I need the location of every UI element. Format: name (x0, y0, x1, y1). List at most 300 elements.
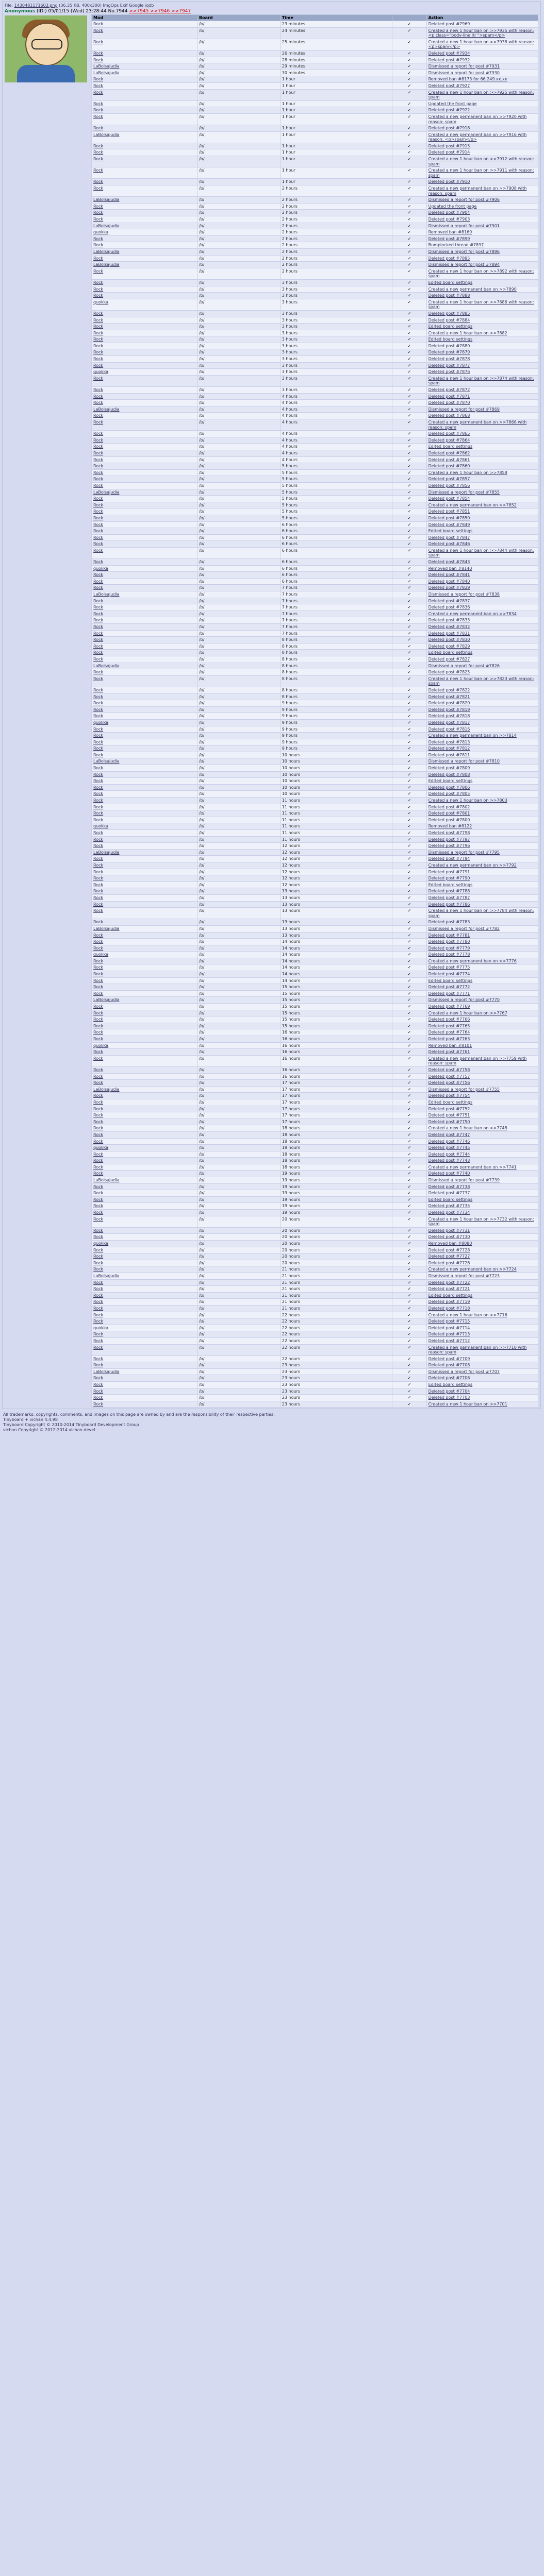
mod-name-link[interactable]: LaBolsajudia (92, 489, 197, 496)
post-number[interactable]: 7944 (116, 9, 128, 14)
checkmark-icon: ✓ (392, 611, 426, 617)
mod-name-link[interactable]: Rock (92, 310, 197, 317)
mod-name-link[interactable]: Rock (92, 1183, 197, 1190)
mod-name-link[interactable]: Rock (92, 1080, 197, 1087)
mod-name-link[interactable]: Rock (92, 765, 197, 772)
mod-name-link[interactable]: Rock (92, 317, 197, 324)
mod-name-link[interactable]: Rock (92, 419, 197, 431)
action-cell: Deleted post #7860 (426, 463, 538, 470)
mod-name-link[interactable]: Rock (92, 1138, 197, 1145)
time-cell: 20 hours (280, 1216, 392, 1227)
action-cell: Deleted post #7831 (426, 630, 538, 637)
board-cell: /b/ (197, 572, 280, 579)
modlog-row (92, 21, 538, 28)
mod-name-link[interactable]: Rock (92, 1073, 197, 1080)
mod-name-link[interactable]: LaBolsajudia (92, 663, 197, 669)
mod-name-link[interactable]: LaBolsajudia (92, 758, 197, 765)
mod-name-link[interactable]: Rock (92, 687, 197, 693)
checkmark-icon: ✓ (392, 1305, 426, 1312)
board-cell: /b/ (197, 1125, 280, 1132)
board-cell: /b/ (197, 1138, 280, 1145)
mod-name-link[interactable]: Rock (92, 1112, 197, 1119)
modlog-row (92, 849, 538, 856)
checkmark-icon: ✓ (392, 856, 426, 862)
action-cell: Created a new permanent ban on >>7916 with reason: <p>spam</p> (426, 131, 538, 143)
mod-name-link[interactable]: LaBolsajudia (92, 997, 197, 1004)
mod-name-link[interactable]: Rock (92, 882, 197, 888)
mod-name-link[interactable]: Rock (92, 817, 197, 823)
board-cell: /b/ (197, 798, 280, 804)
mod-name-link[interactable]: Rock (92, 1016, 197, 1023)
mod-name-link[interactable]: Rock (92, 27, 197, 39)
mod-name-link[interactable]: quokka (92, 369, 197, 376)
mod-name-link[interactable]: Rock (92, 1260, 197, 1266)
board-cell: /b/ (197, 663, 280, 669)
mod-name-link[interactable]: Rock (92, 604, 197, 611)
modlog-row (92, 1253, 538, 1260)
mod-name-link[interactable]: Rock (92, 1099, 197, 1106)
mod-name-link[interactable]: Rock (92, 669, 197, 676)
mod-name-link[interactable]: quokka (92, 229, 197, 236)
checkmark-icon: ✓ (392, 324, 426, 330)
mod-name-link[interactable]: quokka (92, 1145, 197, 1151)
mod-name-link[interactable]: Rock (92, 700, 197, 707)
modlog-row (92, 1325, 538, 1331)
checkmark-icon: ✓ (392, 643, 426, 650)
mod-name-link[interactable]: Rock (92, 1382, 197, 1388)
mod-name-link[interactable]: Rock (92, 964, 197, 971)
action-cell: Deleted post #7827 (426, 656, 538, 663)
mod-name-link[interactable]: Rock (92, 185, 197, 197)
modlog-row (92, 156, 538, 167)
mod-name-link[interactable]: LaBolsajudia (92, 1368, 197, 1375)
time-cell: 22 hours (280, 1312, 392, 1318)
time-cell: 1 hour (280, 125, 392, 132)
mod-name-link[interactable]: Rock (92, 76, 197, 83)
mod-name-link[interactable]: Rock (92, 156, 197, 167)
mod-name-link[interactable]: Rock (92, 572, 197, 579)
modlog-table (91, 14, 538, 1408)
mod-name-link[interactable]: Rock (92, 450, 197, 456)
mod-name-link[interactable]: Rock (92, 1388, 197, 1395)
modlog-row (92, 739, 538, 745)
mod-name-link[interactable]: quokka (92, 1042, 197, 1049)
mod-name-link[interactable]: Rock (92, 1299, 197, 1306)
checkmark-icon: ✓ (392, 235, 426, 242)
mod-name-link[interactable]: Rock (92, 977, 197, 984)
mod-name-link[interactable]: Rock (92, 990, 197, 997)
action-cell: Removed ban #8122 (426, 823, 538, 830)
mod-name-link[interactable]: Rock (92, 349, 197, 356)
mod-name-link[interactable]: Rock (92, 100, 197, 107)
mod-name-link[interactable]: Rock (92, 862, 197, 869)
mod-name-link[interactable]: Rock (92, 149, 197, 156)
mod-name-link[interactable]: Rock (92, 650, 197, 656)
mod-name-link[interactable]: Rock (92, 869, 197, 875)
mod-name-link[interactable]: Rock (92, 1106, 197, 1112)
mod-name-link[interactable]: Rock (92, 107, 197, 114)
mod-name-link[interactable]: Rock (92, 752, 197, 758)
time-cell: 2 hours (280, 229, 392, 236)
mod-name-link[interactable]: Rock (92, 330, 197, 336)
mod-name-link[interactable]: Rock (92, 624, 197, 631)
mod-name-link[interactable]: Rock (92, 21, 197, 28)
mod-name-link[interactable]: Rock (92, 528, 197, 535)
mod-name-link[interactable]: quokka (92, 823, 197, 830)
mod-name-link[interactable]: Rock (92, 179, 197, 185)
time-cell: 18 hours (280, 1164, 392, 1171)
time-cell: 5 hours (280, 509, 392, 515)
mod-name-link[interactable]: Rock (92, 444, 197, 450)
time-cell: 8 hours (280, 643, 392, 650)
mod-name-link[interactable]: Rock (92, 856, 197, 862)
modlog-row (92, 223, 538, 229)
action-cell: Created a new permanent ban on >>7852 (426, 502, 538, 509)
action-cell: Deleted post #7847 (426, 534, 538, 541)
checkmark-icon: ✓ (392, 1004, 426, 1010)
mod-name-link[interactable]: Rock (92, 279, 197, 286)
checkmark-icon: ✓ (392, 990, 426, 997)
mod-name-link[interactable]: Rock (92, 547, 197, 558)
mod-name-link[interactable]: Rock (92, 643, 197, 650)
checkmark-icon: ✓ (392, 791, 426, 798)
mod-name-link[interactable]: Rock (92, 336, 197, 343)
mod-name-link[interactable]: quokka (92, 952, 197, 958)
mod-name-link[interactable]: Rock (92, 971, 197, 978)
mod-name-link[interactable]: quokka (92, 299, 197, 310)
mod-name-link[interactable]: Rock (92, 400, 197, 406)
mod-name-link[interactable]: Rock (92, 89, 197, 100)
mod-name-link[interactable]: Rock (92, 242, 197, 249)
mod-name-link[interactable]: Rock (92, 798, 197, 804)
checkmark-icon: ✓ (392, 362, 426, 369)
mod-name-link[interactable]: Rock (92, 945, 197, 952)
mod-name-link[interactable]: Rock (92, 901, 197, 908)
mod-name-link[interactable]: Rock (92, 210, 197, 216)
mod-name-link[interactable]: Rock (92, 125, 197, 132)
mod-name-link[interactable]: Rock (92, 1093, 197, 1099)
mod-name-link[interactable]: Rock (92, 598, 197, 604)
mod-name-link[interactable]: Rock (92, 578, 197, 585)
mod-name-link[interactable]: Rock (92, 1331, 197, 1338)
mod-name-link[interactable]: LaBolsajudia (92, 223, 197, 229)
board-cell: /b/ (197, 901, 280, 908)
mod-name-link[interactable]: Rock (92, 1023, 197, 1029)
action-cell: Removed ban #8080 (426, 1241, 538, 1247)
mod-name-link[interactable]: Rock (92, 293, 197, 299)
mod-name-link[interactable]: LaBolsajudia (92, 1273, 197, 1279)
mod-name-link[interactable]: Rock (92, 1253, 197, 1260)
mod-name-link[interactable]: Rock (92, 521, 197, 528)
mod-name-link[interactable]: Rock (92, 50, 197, 57)
mod-name-link[interactable]: Rock (92, 469, 197, 476)
mod-name-link[interactable]: Rock (92, 1158, 197, 1164)
mod-name-link[interactable]: Rock (92, 1196, 197, 1203)
mod-name-link[interactable]: Rock (92, 235, 197, 242)
time-cell: 20 hours (280, 1234, 392, 1241)
checkmark-icon: ✓ (392, 1042, 426, 1049)
mod-name-link[interactable]: Rock (92, 1318, 197, 1325)
mod-name-link[interactable]: Rock (92, 356, 197, 363)
modlog-row (92, 1203, 538, 1210)
mod-name-link[interactable]: LaBolsajudia (92, 849, 197, 856)
mod-name-link[interactable]: Rock (92, 1049, 197, 1056)
mod-name-link[interactable]: Rock (92, 1279, 197, 1286)
mod-name-link[interactable]: LaBolsajudia (92, 131, 197, 143)
mod-name-link[interactable]: LaBolsajudia (92, 63, 197, 70)
mod-name-link[interactable]: Rock (92, 1401, 197, 1408)
modlog-row (92, 952, 538, 958)
mod-name-link[interactable]: Rock (92, 1216, 197, 1227)
action-cell: Dismissed a report for post #7723 (426, 1273, 538, 1279)
mod-name-link[interactable]: Rock (92, 585, 197, 591)
modlog-row (92, 400, 538, 406)
board-cell: /b/ (197, 598, 280, 604)
board-cell: /b/ (197, 713, 280, 720)
action-cell: Deleted post #7754 (426, 1093, 538, 1099)
mod-name-link[interactable]: Rock (92, 919, 197, 926)
mod-name-link[interactable]: Rock (92, 706, 197, 713)
mod-name-link[interactable]: Rock (92, 343, 197, 349)
mod-name-link[interactable]: Rock (92, 958, 197, 964)
mod-name-link[interactable]: Rock (92, 617, 197, 624)
action-cell: Edited board settings (426, 324, 538, 330)
mod-name-link[interactable]: Rock (92, 1151, 197, 1158)
mod-name-link[interactable]: Rock (92, 203, 197, 210)
mod-name-link[interactable]: Rock (92, 1305, 197, 1312)
checkmark-icon: ✓ (392, 1337, 426, 1344)
action-cell: Dismissed a report for post #7810 (426, 758, 538, 765)
checkmark-icon: ✓ (392, 798, 426, 804)
action-cell: Created a new 1 hour ban on >>7701 (426, 1401, 538, 1408)
mod-name-link[interactable]: Rock (92, 739, 197, 745)
col-board: Board (197, 15, 280, 21)
mod-name-link[interactable]: Rock (92, 836, 197, 843)
action-cell: Deleted post #7709 (426, 1355, 538, 1362)
modlog-row (92, 856, 538, 862)
board-cell: /b/ (197, 387, 280, 394)
mod-name-link[interactable]: Rock (92, 713, 197, 720)
mod-name-link[interactable]: Rock (92, 437, 197, 444)
modlog-row (92, 515, 538, 521)
modlog-row (92, 1216, 538, 1227)
mod-name-link[interactable]: Rock (92, 393, 197, 400)
mod-name-link[interactable]: Rock (92, 456, 197, 463)
board-cell: /b/ (197, 1362, 280, 1369)
mod-name-link[interactable]: Rock (92, 830, 197, 837)
action-cell: Deleted post #7821 (426, 693, 538, 700)
mod-name-link[interactable]: Rock (92, 908, 197, 919)
mod-name-link[interactable]: Rock (92, 1355, 197, 1362)
checkmark-icon: ✓ (392, 650, 426, 656)
mod-name-link[interactable]: Rock (92, 888, 197, 895)
mod-name-link[interactable]: Rock (92, 463, 197, 470)
mod-name-link[interactable]: Rock (92, 784, 197, 791)
mod-name-link[interactable]: Rock (92, 1312, 197, 1318)
mod-name-link[interactable]: Rock (92, 726, 197, 733)
mod-name-link[interactable]: quokka (92, 1325, 197, 1331)
mod-name-link[interactable]: Rock (92, 143, 197, 149)
mod-name-link[interactable]: Rock (92, 1036, 197, 1043)
checkmark-icon: ✓ (392, 317, 426, 324)
mod-name-link[interactable]: Rock (92, 745, 197, 752)
mod-name-link[interactable]: Rock (92, 984, 197, 991)
file-extra[interactable]: ImgOps Exif Google iqdb (103, 3, 154, 8)
checkmark-icon: ✓ (392, 1210, 426, 1216)
mod-name-link[interactable]: Rock (92, 1266, 197, 1273)
mod-name-link[interactable]: Rock (92, 1125, 197, 1132)
mod-name-link[interactable]: Rock (92, 82, 197, 89)
action-cell: Deleted post #7825 (426, 669, 538, 676)
board-cell: /b/ (197, 1016, 280, 1023)
mod-name-link[interactable]: Rock (92, 875, 197, 882)
mod-name-link[interactable]: Rock (92, 611, 197, 617)
mod-name-link[interactable]: Rock (92, 375, 197, 386)
mod-name-link[interactable]: Rock (92, 387, 197, 394)
modlog-row (92, 630, 538, 637)
mod-name-link[interactable]: Rock (92, 502, 197, 509)
mod-name-link[interactable]: Rock (92, 413, 197, 419)
mod-name-link[interactable]: Rock (92, 1066, 197, 1073)
mod-name-link[interactable]: quokka (92, 1241, 197, 1247)
mod-name-link[interactable]: LaBolsajudia (92, 1177, 197, 1184)
mod-name-link[interactable]: Rock (92, 431, 197, 437)
mod-name-link[interactable]: Rock (92, 515, 197, 521)
modlog-row (92, 437, 538, 444)
post-number-label[interactable]: No. (108, 9, 116, 14)
mod-name-link[interactable]: Rock (92, 1055, 197, 1066)
modlog-row (92, 502, 538, 509)
mod-name-link[interactable]: Rock (92, 693, 197, 700)
mod-name-link[interactable]: Rock (92, 843, 197, 850)
mod-name-link[interactable]: Rock (92, 216, 197, 223)
mod-name-link[interactable]: quokka (92, 565, 197, 572)
mod-name-link[interactable]: Rock (92, 541, 197, 548)
mod-name-link[interactable]: Rock (92, 509, 197, 515)
mod-name-link[interactable]: Rock (92, 637, 197, 643)
mod-name-link[interactable]: LaBolsajudia (92, 1086, 197, 1093)
mod-name-link[interactable]: Rock (92, 778, 197, 785)
mod-name-link[interactable]: Rock (92, 1164, 197, 1171)
file-link[interactable]: 1430481171603.png (14, 3, 58, 8)
time-cell: 22 hours (280, 1344, 392, 1355)
mod-name-link[interactable]: Rock (92, 476, 197, 483)
mod-name-link[interactable]: Rock (92, 1131, 197, 1138)
mod-name-link[interactable]: Rock (92, 804, 197, 810)
time-cell: 2 hours (280, 203, 392, 210)
mod-name-link[interactable]: Rock (92, 1010, 197, 1016)
mod-name-link[interactable]: Rock (92, 1190, 197, 1197)
mod-name-link[interactable]: Rock (92, 1286, 197, 1293)
mod-name-link[interactable]: Rock (92, 1337, 197, 1344)
mod-name-link[interactable]: Rock (92, 810, 197, 817)
action-cell: Deleted post #7839 (426, 585, 538, 591)
time-cell: 6 hours (280, 559, 392, 566)
time-cell: 3 hours (280, 362, 392, 369)
mod-name-link[interactable]: Rock (92, 1247, 197, 1253)
post-thumbnail[interactable] (5, 15, 87, 82)
action-cell: Dismissed a report for post #7782 (426, 925, 538, 932)
mod-name-link[interactable]: Rock (92, 39, 197, 50)
action-cell: Deleted post #7713 (426, 1331, 538, 1338)
mod-name-link[interactable]: Rock (92, 1234, 197, 1241)
mod-name-link[interactable]: Rock (92, 1004, 197, 1010)
mod-name-link[interactable]: Rock (92, 1344, 197, 1355)
mod-name-link[interactable]: Rock (92, 1203, 197, 1210)
action-cell: Deleted post #7750 (426, 1118, 538, 1125)
mod-name-link[interactable]: Rock (92, 1362, 197, 1369)
board-cell: /b/ (197, 1177, 280, 1184)
mod-name-link[interactable]: Rock (92, 534, 197, 541)
mod-name-link[interactable]: LaBolsajudia (92, 406, 197, 413)
time-cell: 10 hours (280, 784, 392, 791)
action-cell: Deleted post #7816 (426, 726, 538, 733)
mod-name-link[interactable]: LaBolsajudia (92, 591, 197, 598)
mod-name-link[interactable]: Rock (92, 286, 197, 293)
modlog-row (92, 990, 538, 997)
mod-name-link[interactable]: Rock (92, 362, 197, 369)
mod-name-link[interactable]: Rock (92, 167, 197, 179)
mod-name-link[interactable]: Rock (92, 1227, 197, 1234)
action-cell: Deleted post #7857 (426, 476, 538, 483)
checkmark-icon: ✓ (392, 804, 426, 810)
mod-name-link[interactable]: Rock (92, 482, 197, 489)
mod-name-link[interactable]: Rock (92, 113, 197, 125)
mod-name-link[interactable]: Rock (92, 255, 197, 262)
mod-name-link[interactable]: Rock (92, 496, 197, 502)
mod-name-link[interactable]: Rock (92, 771, 197, 778)
board-cell: /b/ (197, 444, 280, 450)
mod-name-link[interactable]: Rock (92, 324, 197, 330)
mod-name-link[interactable]: LaBolsajudia (92, 70, 197, 76)
quote-links[interactable]: >>7945 >>7946 >>7947 (129, 9, 191, 14)
board-cell: /b/ (197, 1042, 280, 1049)
board-cell: /b/ (197, 882, 280, 888)
mod-name-link[interactable]: LaBolsajudia (92, 262, 197, 268)
mod-name-link[interactable]: LaBolsajudia (92, 925, 197, 932)
mod-name-link[interactable]: Rock (92, 268, 197, 279)
mod-name-link[interactable]: Rock (92, 656, 197, 663)
mod-name-link[interactable]: Rock (92, 1375, 197, 1382)
mod-name-link[interactable]: Rock (92, 675, 197, 687)
mod-name-link[interactable]: Rock (92, 57, 197, 63)
mod-name-link[interactable]: Rock (92, 1210, 197, 1216)
mod-name-link[interactable]: Rock (92, 1292, 197, 1299)
mod-name-link[interactable]: Rock (92, 1029, 197, 1036)
mod-name-link[interactable]: quokka (92, 719, 197, 726)
mod-name-link[interactable]: Rock (92, 932, 197, 939)
checkmark-icon: ✓ (392, 875, 426, 882)
mod-name-link[interactable]: Rock (92, 733, 197, 739)
mod-name-link[interactable]: LaBolsajudia (92, 197, 197, 204)
board-cell: /b/ (197, 739, 280, 745)
mod-name-link[interactable]: Rock (92, 939, 197, 945)
mod-name-link[interactable]: Rock (92, 1171, 197, 1177)
action-cell: Deleted post #7809 (426, 765, 538, 772)
modlog-row (92, 82, 538, 89)
time-cell: 3 hours (280, 375, 392, 386)
time-cell: 13 hours (280, 919, 392, 926)
board-cell: /b/ (197, 836, 280, 843)
mod-name-link[interactable]: Rock (92, 894, 197, 901)
mod-name-link[interactable]: Rock (92, 1395, 197, 1401)
mod-name-link[interactable]: Rock (92, 559, 197, 566)
mod-name-link[interactable]: Rock (92, 791, 197, 798)
mod-name-link[interactable]: LaBolsajudia (92, 248, 197, 255)
action-cell: Created a new permanent ban on >>7724 (426, 1266, 538, 1273)
mod-name-link[interactable]: Rock (92, 1118, 197, 1125)
mod-name-link[interactable]: Rock (92, 630, 197, 637)
